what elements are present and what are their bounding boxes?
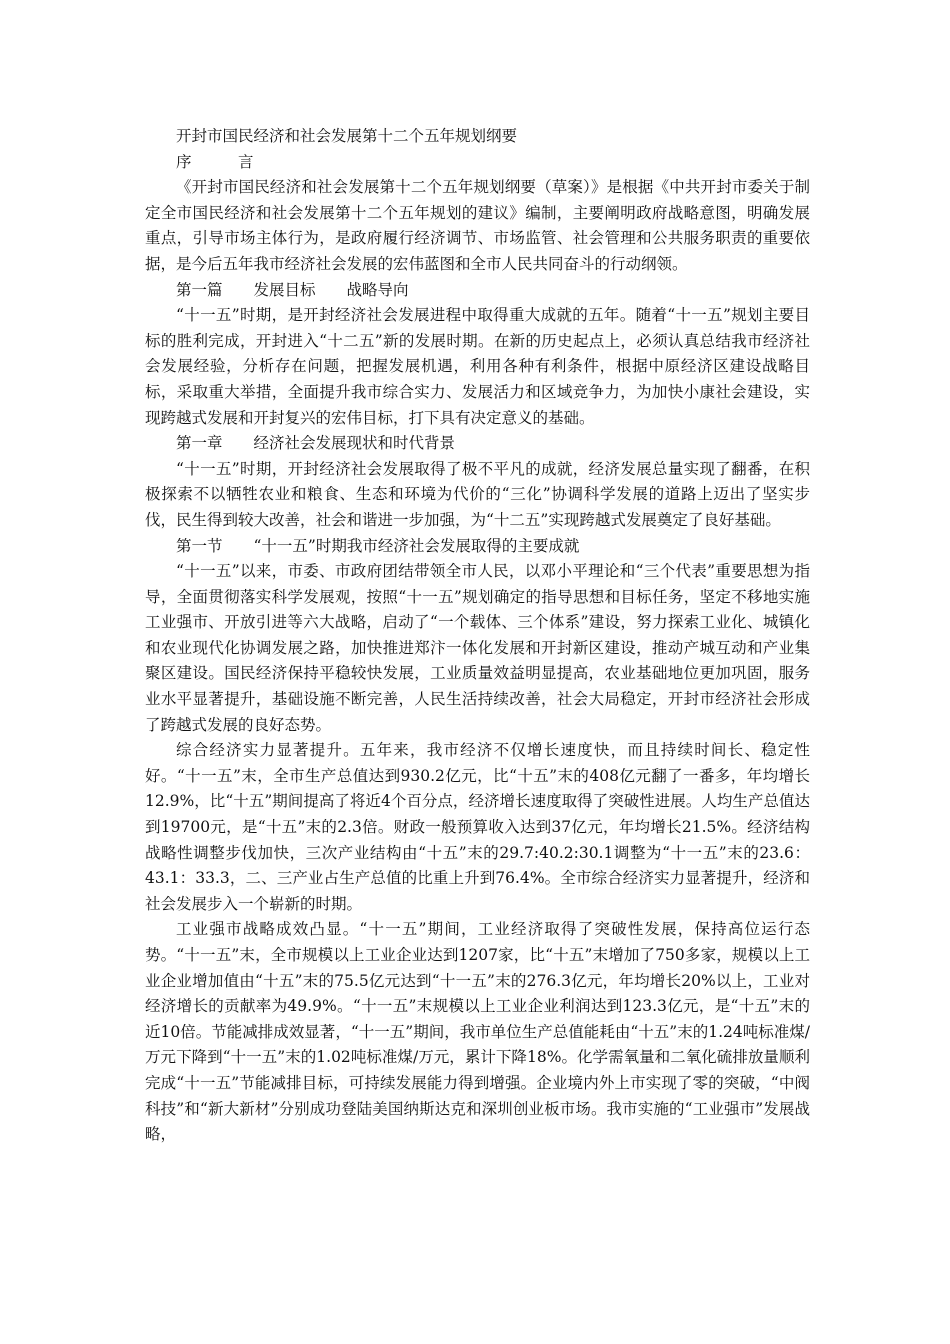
section1-heading: 第一节 “十一五”时期我市经济社会发展取得的主要成就 — [176, 536, 580, 555]
document-page — [145, 124, 810, 1148]
preface-heading: 序 言 — [176, 152, 254, 171]
document-title: 开封市国民经济和社会发展第十二个五年规划纲要 — [176, 127, 518, 145]
chapter1-intro-paragraph: “十一五”时期，开封经济社会发展取得了极不平凡的成就，经济发展总量实现了翻番，在积极探索不以牺牲农业和粮食、生态和环境为代价的“三化”协调科学发展的道路上迈出了坚实步伐，民生得到较大改善，社会和谐进一步加强，为“十二五”实现跨越式发展奠定了良好基础。 — [145, 459, 810, 529]
industry-paragraph: 工业强市战略成效凸显。“十一五”期间，工业经济取得了突破性发展，保持高位运行态势。“十一五”末，全市规模以上工业企业达到1207家，比“十五”末增加了750多家，规模以上工业企业增加值由“十五”末的75.5亿元达到“十一五”末的276.3亿元，年均增长20%以上，工业对经济增长的贡献率为49.9%。“十一五”末规模以上工业企业利润达到123.3亿元，是“十五”末的近10倍。节能减排成效显著，“十一五”期间，我市单位生产总值能耗由“十五”末的1.24吨标准煤/万元下降到“十一五”末的1.02吨标准煤/万元，累计下降18%。化学需氧量和二氧化硫排放量顺利完成“十一五”节能减排目标，可持续发展能力得到增强。企业境内外上市实现了零的突破，“中阀科技”和“新大新材”分别成功登陆美国纳斯达克和深圳创业板市场。我市实施的“工业强市”发展战略， — [145, 920, 810, 1144]
chapter1-heading: 第一章 经济社会发展现状和时代背景 — [176, 434, 456, 453]
preface-paragraph: 《开封市国民经济和社会发展第十二个五年规划纲要（草案）》是根据《中共开封市委关于制定全市国民经济和社会发展第十二个五年规划的建议》编制，主要阐明政府战略意图，明确发展重点，引导市场主体行为，是政府履行经济调节、市场监管、社会管理和公共服务职责的重要依据，是今后五年我市经济社会发展的宏伟蓝图和全市人民共同奋斗的行动纲领。 — [145, 178, 810, 273]
part1-intro-paragraph: “十一五”时期，是开封经济社会发展进程中取得重大成就的五年。随着“十一五”规划主要目标的胜利完成，开封进入“十二五”新的发展时期。在新的历史起点上，必须认真总结我市经济社会发展经验，分析存在问题，把握发展机遇，利用各种有利条件，根据中原经济区建设战略目标，采取重大举措，全面提升我市综合实力、发展活力和区域竞争力，为加快小康社会建设，实现跨越式发展和开封复兴的宏伟目标，打下具有决定意义的基础。 — [145, 306, 810, 427]
section1-intro-paragraph: “十一五”以来，市委、市政府团结带领全市人民，以邓小平理论和“三个代表”重要思想为指导，全面贯彻落实科学发展观，按照“十一五”规划确定的指导思想和目标任务，坚定不移地实施工业强市、开放引进等六大战略，启动了“一个载体、三个体系”建设，努力探索工业化、城镇化和农业现代化协调发展之路，加快推进郑汴一体化发展和开封新区建设，推动产城互动和产业集聚区建设。国民经济保持平稳较快发展，工业质量效益明显提高，农业基础地位更加巩固，服务业水平显著提升，基础设施不断完善，人民生活持续改善，社会大局稳定，开封市经济社会形成了跨越式发展的良好态势。 — [145, 562, 810, 734]
part1-heading: 第一篇 发展目标 战略导向 — [176, 280, 409, 299]
economy-paragraph: 综合经济实力显著提升。五年来，我市经济不仅增长速度快，而且持续时间长、稳定性好。“十一五”末，全市生产总值达到930.2亿元，比“十五”末的408亿元翻了一番多，年均增长12.9%，比“十五”期间提高了将近4个百分点，经济增长速度取得了突破性进展。人均生产总值达到19700元，是“十五”末的2.3倍。财政一般预算收入达到37亿元，年均增长21.5%。经济结构战略性调整步伐加快，三次产业结构由“十五”末的29.7:40.2:30.1调整为“十一五”末的23.6：43.1：33.3，二、三产业占生产总值的比重上升到76.4%。全市综合经济实力显著提升，经济和社会发展步入一个崭新的时期。 — [145, 741, 810, 913]
